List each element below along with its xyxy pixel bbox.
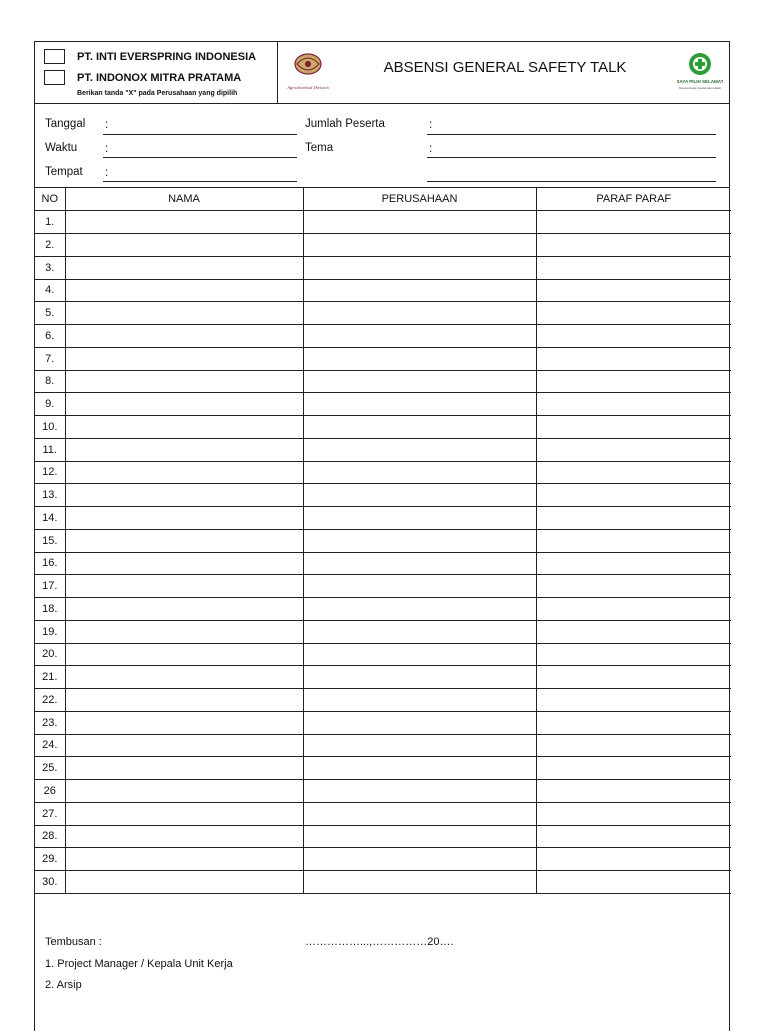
row-number: 7. <box>35 347 65 370</box>
date-place-line: ……………...,……………20…. <box>305 936 454 948</box>
nama-cell[interactable] <box>65 734 303 757</box>
perusahaan-cell[interactable] <box>303 825 536 848</box>
row-number: 20. <box>35 643 65 666</box>
nama-cell[interactable] <box>65 620 303 643</box>
table-row <box>35 620 731 643</box>
perusahaan-cell[interactable] <box>303 393 536 416</box>
table-row <box>35 279 731 302</box>
perusahaan-cell[interactable] <box>303 643 536 666</box>
nama-cell[interactable] <box>65 393 303 416</box>
row-number: 10. <box>35 416 65 439</box>
row-number: 15. <box>35 529 65 552</box>
row-number: 11. <box>35 438 65 461</box>
tempat-field[interactable] <box>103 181 297 182</box>
nama-cell[interactable] <box>65 211 303 234</box>
company-selector <box>35 42 278 103</box>
row-number: 29. <box>35 848 65 871</box>
table-row <box>35 302 731 325</box>
nama-cell[interactable] <box>65 780 303 803</box>
header-no: NO <box>35 188 65 211</box>
nama-cell[interactable] <box>65 484 303 507</box>
form-info <box>35 104 729 188</box>
nama-cell[interactable] <box>65 416 303 439</box>
nama-cell[interactable] <box>65 825 303 848</box>
perusahaan-cell[interactable] <box>303 347 536 370</box>
nama-cell[interactable] <box>65 529 303 552</box>
row-number: 3. <box>35 256 65 279</box>
tempat-label: Tempat <box>45 166 83 178</box>
row-number: 17. <box>35 575 65 598</box>
table-row <box>35 484 731 507</box>
table-row <box>35 416 731 439</box>
row-number: 18. <box>35 598 65 621</box>
paraf-cell[interactable] <box>536 802 731 825</box>
waktu-label: Waktu <box>45 142 78 154</box>
nama-cell[interactable] <box>65 234 303 257</box>
paraf-cell[interactable] <box>536 484 731 507</box>
table-row <box>35 461 731 484</box>
perusahaan-cell[interactable] <box>303 802 536 825</box>
company-name-1: PT. INTI EVERSPRING INDONESIA <box>77 51 257 63</box>
tanggal-colon: : <box>105 119 109 131</box>
checkbox-inti-everspring[interactable] <box>44 49 65 64</box>
row-number: 23. <box>35 711 65 734</box>
paraf-cell[interactable] <box>536 325 731 348</box>
nama-cell[interactable] <box>65 802 303 825</box>
table-row <box>35 825 731 848</box>
row-number: 2. <box>35 234 65 257</box>
paraf-cell[interactable] <box>536 552 731 575</box>
form-title: ABSENSI GENERAL SAFETY TALK <box>383 59 627 76</box>
row-number: 14. <box>35 507 65 530</box>
paraf-cell[interactable] <box>536 529 731 552</box>
tempat-colon: : <box>105 167 109 179</box>
paraf-cell[interactable] <box>536 256 731 279</box>
tema-field[interactable] <box>427 157 716 158</box>
nama-cell[interactable] <box>65 757 303 780</box>
jumlah-peserta-field[interactable] <box>427 134 716 135</box>
table-row <box>35 393 731 416</box>
attendance-sheet <box>34 41 730 1031</box>
perusahaan-cell[interactable] <box>303 325 536 348</box>
paraf-cell[interactable] <box>536 575 731 598</box>
nama-cell[interactable] <box>65 848 303 871</box>
row-number: 9. <box>35 393 65 416</box>
table-row <box>35 211 731 234</box>
left-logo-text: Agrochemical Division <box>287 85 329 90</box>
perusahaan-cell[interactable] <box>303 848 536 871</box>
table-row <box>35 507 731 530</box>
nama-cell[interactable] <box>65 575 303 598</box>
paraf-cell[interactable] <box>536 666 731 689</box>
row-number: 28. <box>35 825 65 848</box>
table-row <box>35 256 731 279</box>
row-number: 13. <box>35 484 65 507</box>
paraf-cell[interactable] <box>536 780 731 803</box>
paraf-cell[interactable] <box>536 461 731 484</box>
nama-cell[interactable] <box>65 347 303 370</box>
nama-cell[interactable] <box>65 598 303 621</box>
paraf-cell[interactable] <box>536 734 731 757</box>
table-row <box>35 757 731 780</box>
tanggal-field[interactable] <box>103 134 297 135</box>
header-paraf: PARAF PARAF <box>536 188 731 211</box>
tembusan-item-1: 1. Project Manager / Kepala Unit Kerja <box>45 958 233 970</box>
row-number: 27. <box>35 802 65 825</box>
row-number: 12. <box>35 461 65 484</box>
row-number: 19. <box>35 620 65 643</box>
perusahaan-cell[interactable] <box>303 552 536 575</box>
nama-cell[interactable] <box>65 507 303 530</box>
form-footer <box>35 927 729 1032</box>
tembusan-label: Tembusan : <box>45 936 102 948</box>
table-row <box>35 347 731 370</box>
paraf-cell[interactable] <box>536 438 731 461</box>
table-row <box>35 848 731 871</box>
perusahaan-cell[interactable] <box>303 507 536 530</box>
table-body <box>35 211 731 894</box>
row-number: 1. <box>35 211 65 234</box>
perusahaan-cell[interactable] <box>303 234 536 257</box>
table-row <box>35 780 731 803</box>
header-perusahaan: PERUSAHAAN <box>303 188 536 211</box>
paraf-cell[interactable] <box>536 825 731 848</box>
table-row <box>35 529 731 552</box>
paraf-cell[interactable] <box>536 598 731 621</box>
table-row <box>35 552 731 575</box>
nama-cell[interactable] <box>65 370 303 393</box>
table-row <box>35 234 731 257</box>
table-row <box>35 689 731 712</box>
table-row <box>35 711 731 734</box>
perusahaan-cell[interactable] <box>303 256 536 279</box>
perusahaan-cell[interactable] <box>303 757 536 780</box>
perusahaan-cell[interactable] <box>303 734 536 757</box>
nama-cell[interactable] <box>65 325 303 348</box>
tema-field-line-2[interactable] <box>427 181 716 182</box>
paraf-cell[interactable] <box>536 711 731 734</box>
row-number: 22. <box>35 689 65 712</box>
perusahaan-cell[interactable] <box>303 302 536 325</box>
attendance-table <box>35 188 731 894</box>
nama-cell[interactable] <box>65 689 303 712</box>
perusahaan-cell[interactable] <box>303 370 536 393</box>
company-name-2: PT. INDONOX MITRA PRATAMA <box>77 72 242 84</box>
paraf-cell[interactable] <box>536 211 731 234</box>
perusahaan-cell[interactable] <box>303 529 536 552</box>
right-logo-text: SAYA PILIH SELAMAT <box>677 79 723 84</box>
table-row <box>35 871 731 894</box>
row-number: 26 <box>35 780 65 803</box>
perusahaan-cell[interactable] <box>303 575 536 598</box>
nama-cell[interactable] <box>65 279 303 302</box>
table-row <box>35 438 731 461</box>
paraf-cell[interactable] <box>536 279 731 302</box>
nama-cell[interactable] <box>65 643 303 666</box>
nama-cell[interactable] <box>65 302 303 325</box>
perusahaan-cell[interactable] <box>303 711 536 734</box>
tema-colon: : <box>429 143 433 155</box>
table-row <box>35 802 731 825</box>
row-number: 5. <box>35 302 65 325</box>
paraf-cell[interactable] <box>536 643 731 666</box>
safety-logo <box>677 50 723 94</box>
table-row <box>35 325 731 348</box>
paraf-cell[interactable] <box>536 507 731 530</box>
checkbox-indonox[interactable] <box>44 70 65 85</box>
jumlah-peserta-colon: : <box>429 119 433 131</box>
nama-cell[interactable] <box>65 438 303 461</box>
perusahaan-cell[interactable] <box>303 871 536 894</box>
row-number: 30. <box>35 871 65 894</box>
row-number: 8. <box>35 370 65 393</box>
table-row <box>35 643 731 666</box>
header-nama: NAMA <box>65 188 303 211</box>
row-number: 6. <box>35 325 65 348</box>
table-row <box>35 575 731 598</box>
row-number: 24. <box>35 734 65 757</box>
tema-label: Tema <box>305 142 334 154</box>
perusahaan-cell[interactable] <box>303 438 536 461</box>
nama-cell[interactable] <box>65 666 303 689</box>
paraf-cell[interactable] <box>536 416 731 439</box>
row-number: 25. <box>35 757 65 780</box>
perusahaan-cell[interactable] <box>303 416 536 439</box>
perusahaan-cell[interactable] <box>303 598 536 621</box>
tembusan-item-2: 2. Arsip <box>45 979 82 991</box>
perusahaan-cell[interactable] <box>303 620 536 643</box>
table-row <box>35 598 731 621</box>
paraf-cell[interactable] <box>536 302 731 325</box>
perusahaan-cell[interactable] <box>303 780 536 803</box>
row-number: 21. <box>35 666 65 689</box>
jumlah-peserta-label: Jumlah Peserta <box>305 118 385 130</box>
perusahaan-cell[interactable] <box>303 484 536 507</box>
table-header-row <box>35 188 731 211</box>
perusahaan-cell[interactable] <box>303 211 536 234</box>
tanggal-label: Tanggal <box>45 118 86 130</box>
paraf-cell[interactable] <box>536 848 731 871</box>
table-row <box>35 734 731 757</box>
paraf-cell[interactable] <box>536 689 731 712</box>
nama-cell[interactable] <box>65 461 303 484</box>
table-row <box>35 370 731 393</box>
paraf-cell[interactable] <box>536 871 731 894</box>
paraf-cell[interactable] <box>536 393 731 416</box>
perusahaan-cell[interactable] <box>303 666 536 689</box>
perusahaan-cell[interactable] <box>303 279 536 302</box>
paraf-cell[interactable] <box>536 757 731 780</box>
paraf-cell[interactable] <box>536 347 731 370</box>
perusahaan-cell[interactable] <box>303 689 536 712</box>
right-logo-subtext: Bekerja dengan keselamatan adalah <box>678 87 722 90</box>
paraf-cell[interactable] <box>536 234 731 257</box>
perusahaan-cell[interactable] <box>303 461 536 484</box>
nama-cell[interactable] <box>65 871 303 894</box>
waktu-colon: : <box>105 143 109 155</box>
nama-cell[interactable] <box>65 256 303 279</box>
paraf-cell[interactable] <box>536 620 731 643</box>
nama-cell[interactable] <box>65 552 303 575</box>
nama-cell[interactable] <box>65 711 303 734</box>
waktu-field[interactable] <box>103 157 297 158</box>
instruction-text: Berikan tanda "X" pada Perusahaan yang dipilih <box>77 90 238 97</box>
paraf-cell[interactable] <box>536 370 731 393</box>
agrochemical-logo <box>287 48 329 98</box>
form-header <box>35 42 729 104</box>
row-number: 16. <box>35 552 65 575</box>
table-row <box>35 666 731 689</box>
row-number: 4. <box>35 279 65 302</box>
